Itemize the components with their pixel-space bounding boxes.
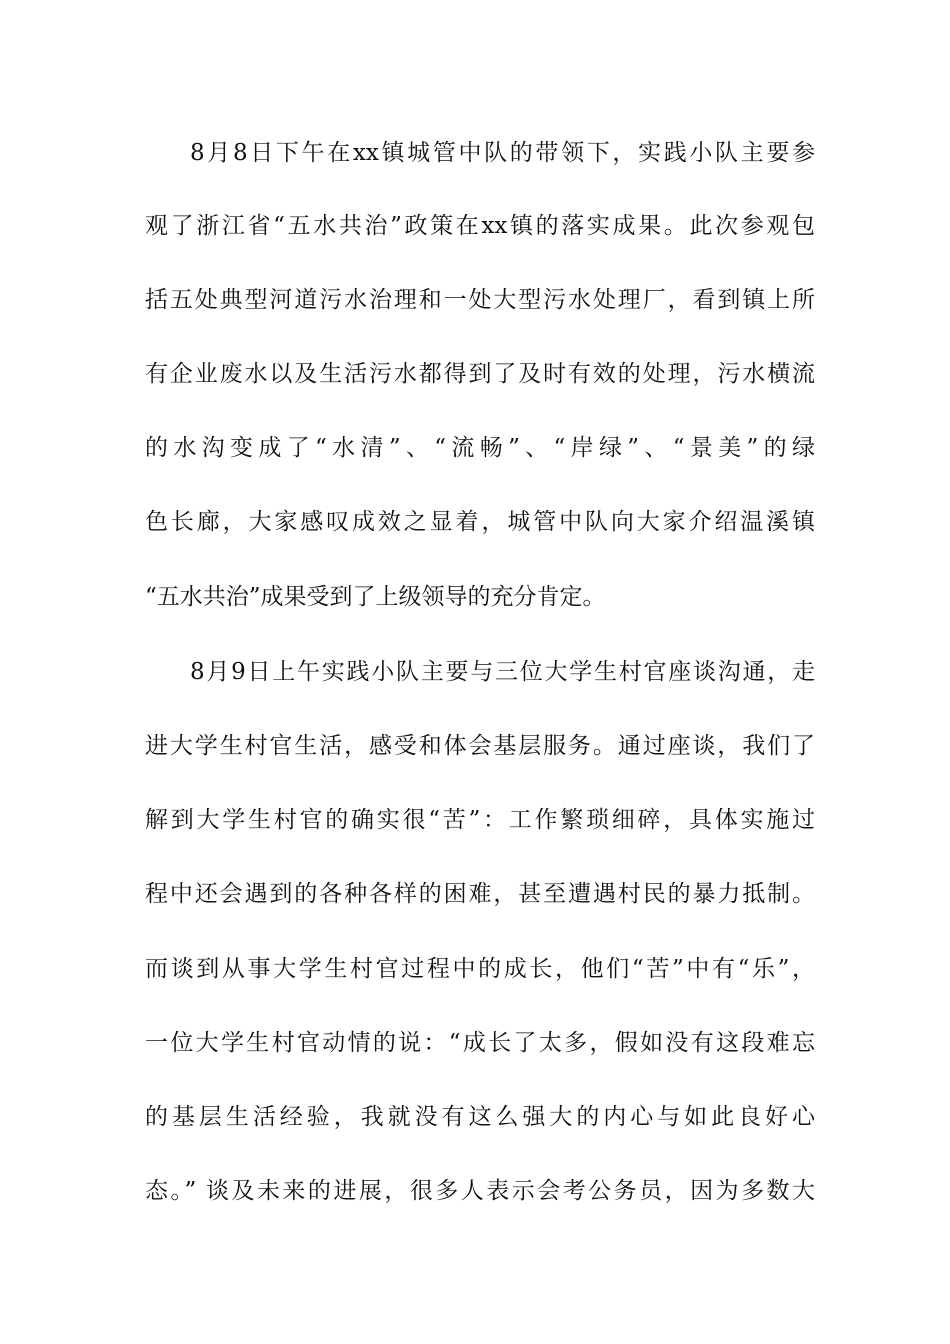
text-line: 8月9日上午实践小队主要与三位大学生村官座谈沟通，走 bbox=[190, 659, 815, 685]
text-line: 态。” 谈及未来的进展，很多人表示会考公务员，因为多数大 bbox=[145, 1178, 815, 1204]
text-line: 的水沟变成了“水清”、“流畅”、“岸绿”、“景美”的绿 bbox=[145, 435, 815, 461]
text-line: “五水共治”成果受到了上级领导的充分肯定。 bbox=[145, 584, 606, 610]
text-line: 有企业废水以及生活污水都得到了及时有效的处理，污水横流 bbox=[145, 361, 815, 387]
text-line: 8月8日下午在xx镇城管中队的带领下，实践小队主要参 bbox=[190, 140, 815, 166]
text-line: 色长廊，大家感叹成效之显着，城管中队向大家介绍温溪镇 bbox=[145, 509, 815, 535]
text-line: 括五处典型河道污水治理和一处大型污水处理厂，看到镇上所 bbox=[145, 287, 815, 313]
text-line: 解到大学生村官的确实很“苦”：工作繁琐细碎，具体实施过 bbox=[145, 807, 815, 833]
text-line: 观了浙江省“五水共治”政策在xx镇的落实成果。此次参观包 bbox=[145, 213, 815, 239]
text-line: 一位大学生村官动情的说：“成长了太多，假如没有这段难忘 bbox=[145, 1030, 815, 1056]
text-line: 而谈到从事大学生村官过程中的成长，他们“苦”中有“乐”， bbox=[145, 956, 815, 982]
text-line: 的基层生活经验，我就没有这么强大的内心与如此良好心 bbox=[145, 1104, 815, 1130]
text-line: 进大学生村官生活，感受和体会基层服务。通过座谈，我们了 bbox=[145, 733, 815, 759]
text-line: 程中还会遇到的各种各样的困难，甚至遭遇村民的暴力抵制。 bbox=[145, 881, 815, 907]
